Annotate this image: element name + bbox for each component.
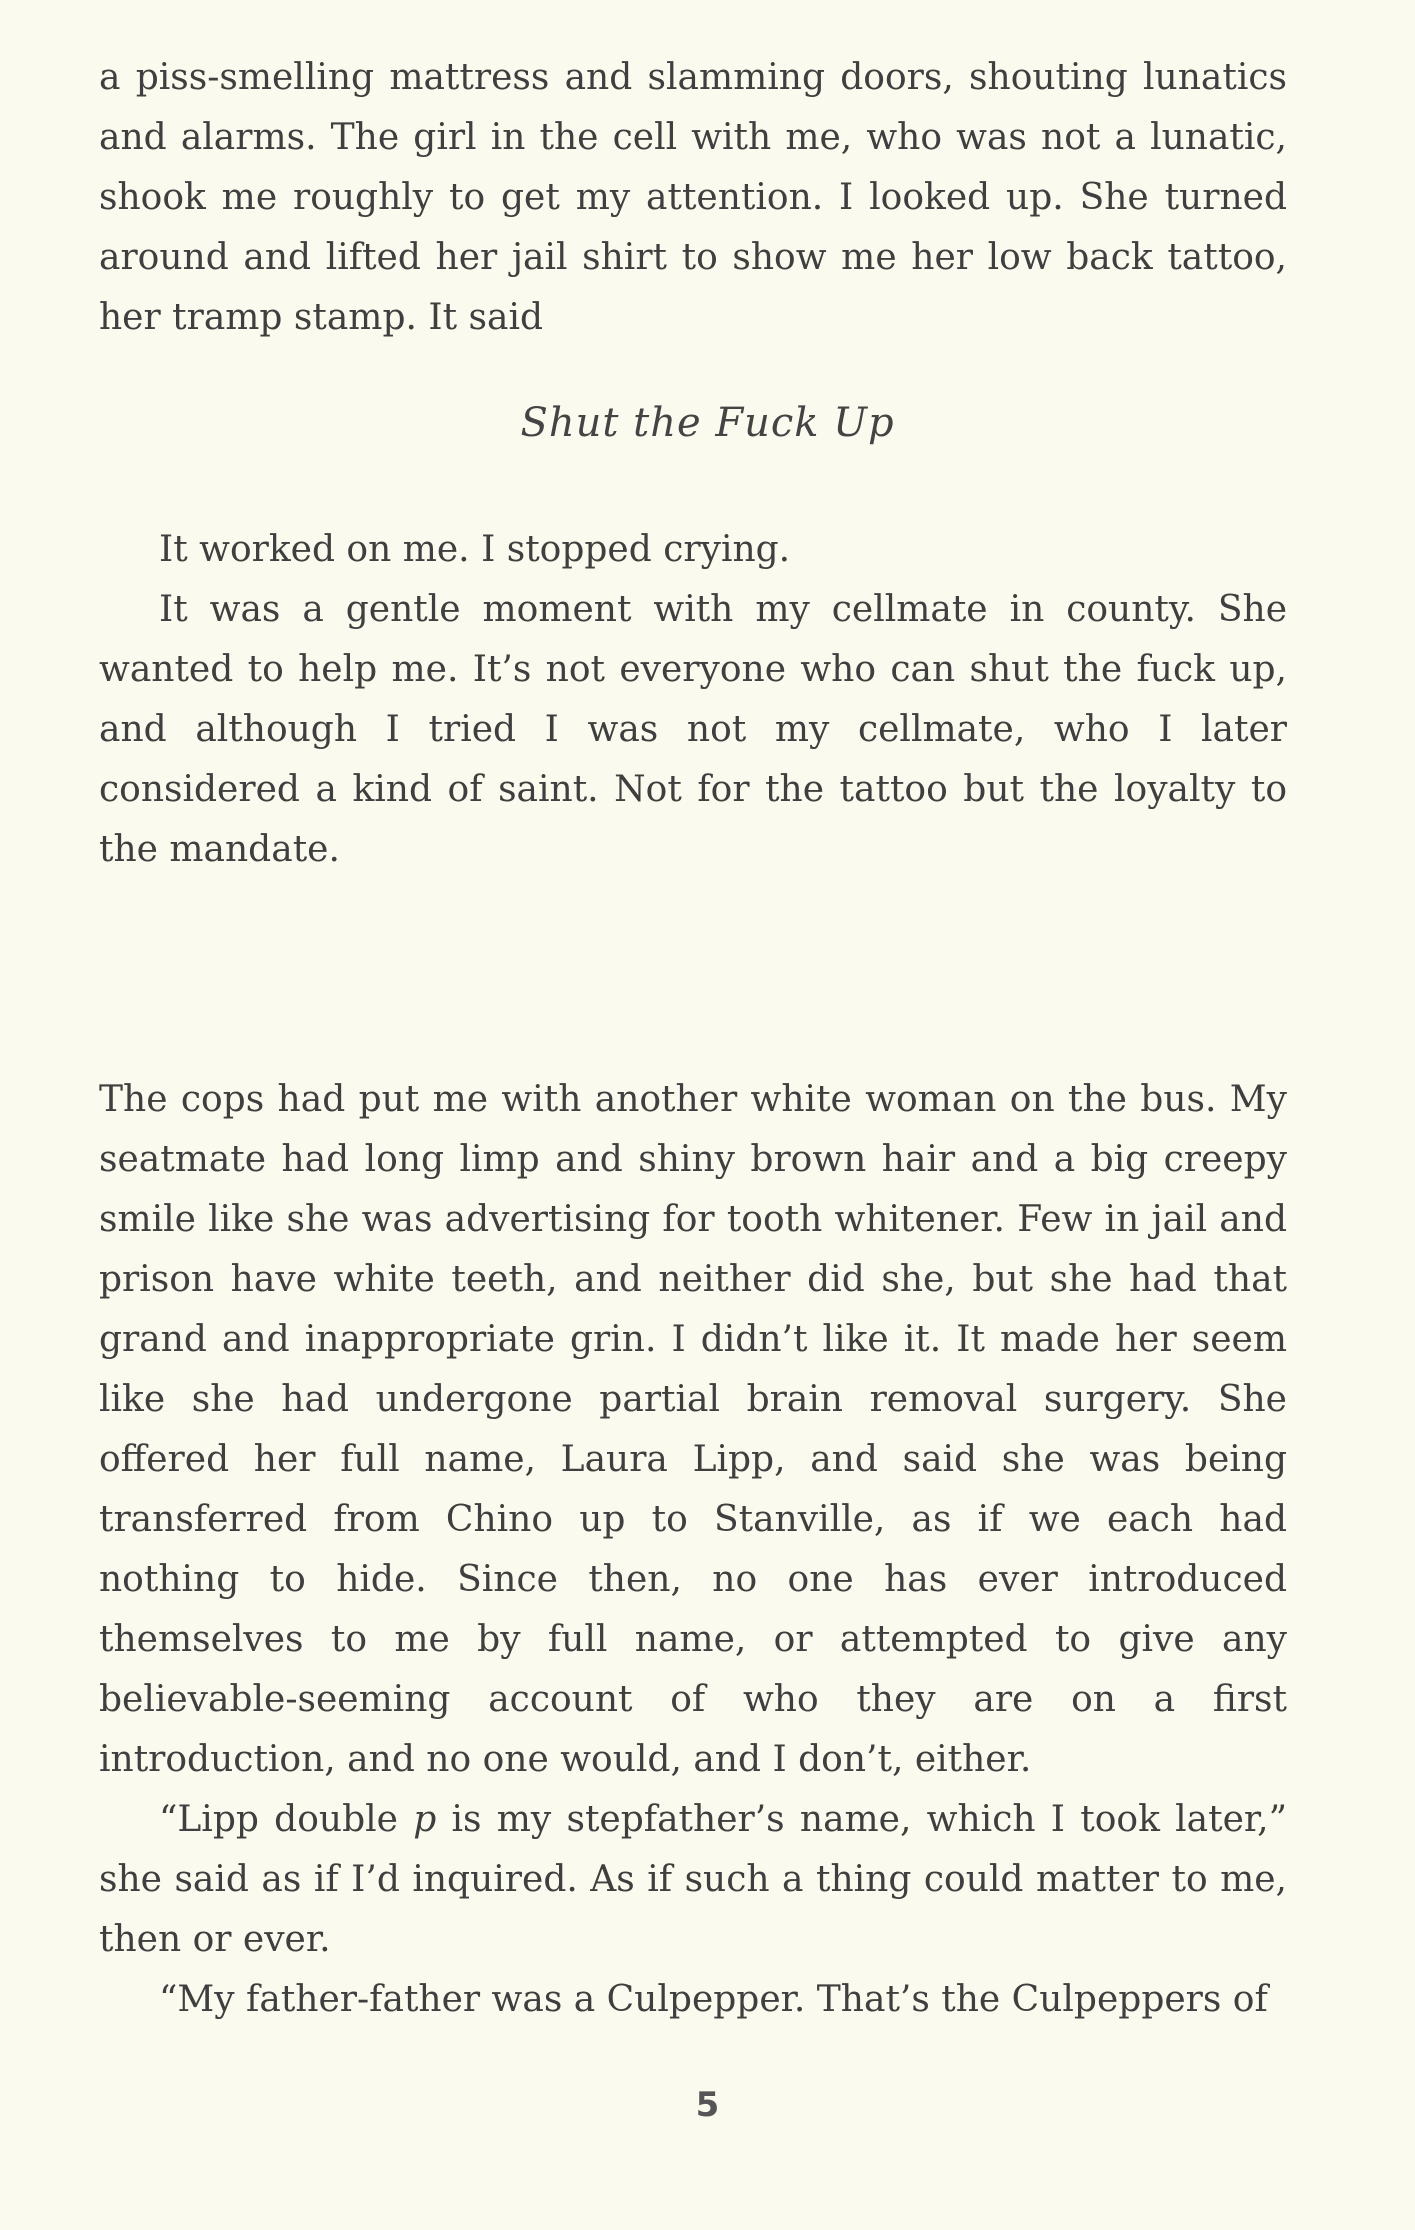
page-number: 5 (695, 2085, 720, 2125)
italic-letter: p (413, 1799, 437, 1840)
text-block-bus-scene (99, 1070, 1287, 2030)
text-block-cell-scene (99, 48, 1287, 348)
paragraph (99, 1790, 1287, 1970)
paragraph: The cops had put me with another white woman on the bus. My seatmate had long limp and shiny brown hair and a big creepy smile like she was advertising for tooth whitener. Few in jail and prison have white teeth, and neither did she, but she had that grand and inappropriate grin. I didn’t like it. It made her seem like she had undergone partial brain removal surgery. She offered her full name, Laura Lipp, and said she was being transferred from Chino up to Stanville, as if we each had nothing to hide. Since then, no one has ever introduced themselves to me by full name, or attempted to give any believable-seeming account of who they are on a first introduction, and no one would, and I don’t, either. (99, 1079, 1287, 1780)
paragraph: a piss-smelling mattress and slamming doors, shouting lunatics and alarms. The girl in the cell with me, who was not a lunatic, shook me roughly to get my attention. I looked up. She turned around and lifted her jail shirt to show me her low back tattoo, her tramp stamp. It said (99, 57, 1287, 338)
paragraph-text: “Lipp double (159, 1799, 414, 1840)
paragraph: It was a gentle moment with my cellmate in county. She wanted to help me. It’s not everyone who can shut the fuck up, and although I tried I was not my cellmate, who I later considered a kind of saint. Not for the tattoo but the loyalty to the mandate. (99, 589, 1287, 870)
tattoo-script-line: Shut the Fuck Up (520, 400, 895, 446)
paragraph-text: is my stepfather’s name, which I took later,” she said as if I’d inquired. As if such a thing could matter to me, then or ever. (99, 1799, 1288, 1960)
paragraph: “My father-father was a Culpepper. That’s the Culpeppers of (159, 1979, 1268, 2020)
text-block-cellmate (99, 520, 1287, 880)
paragraph: It worked on me. I stopped crying. (159, 529, 791, 570)
